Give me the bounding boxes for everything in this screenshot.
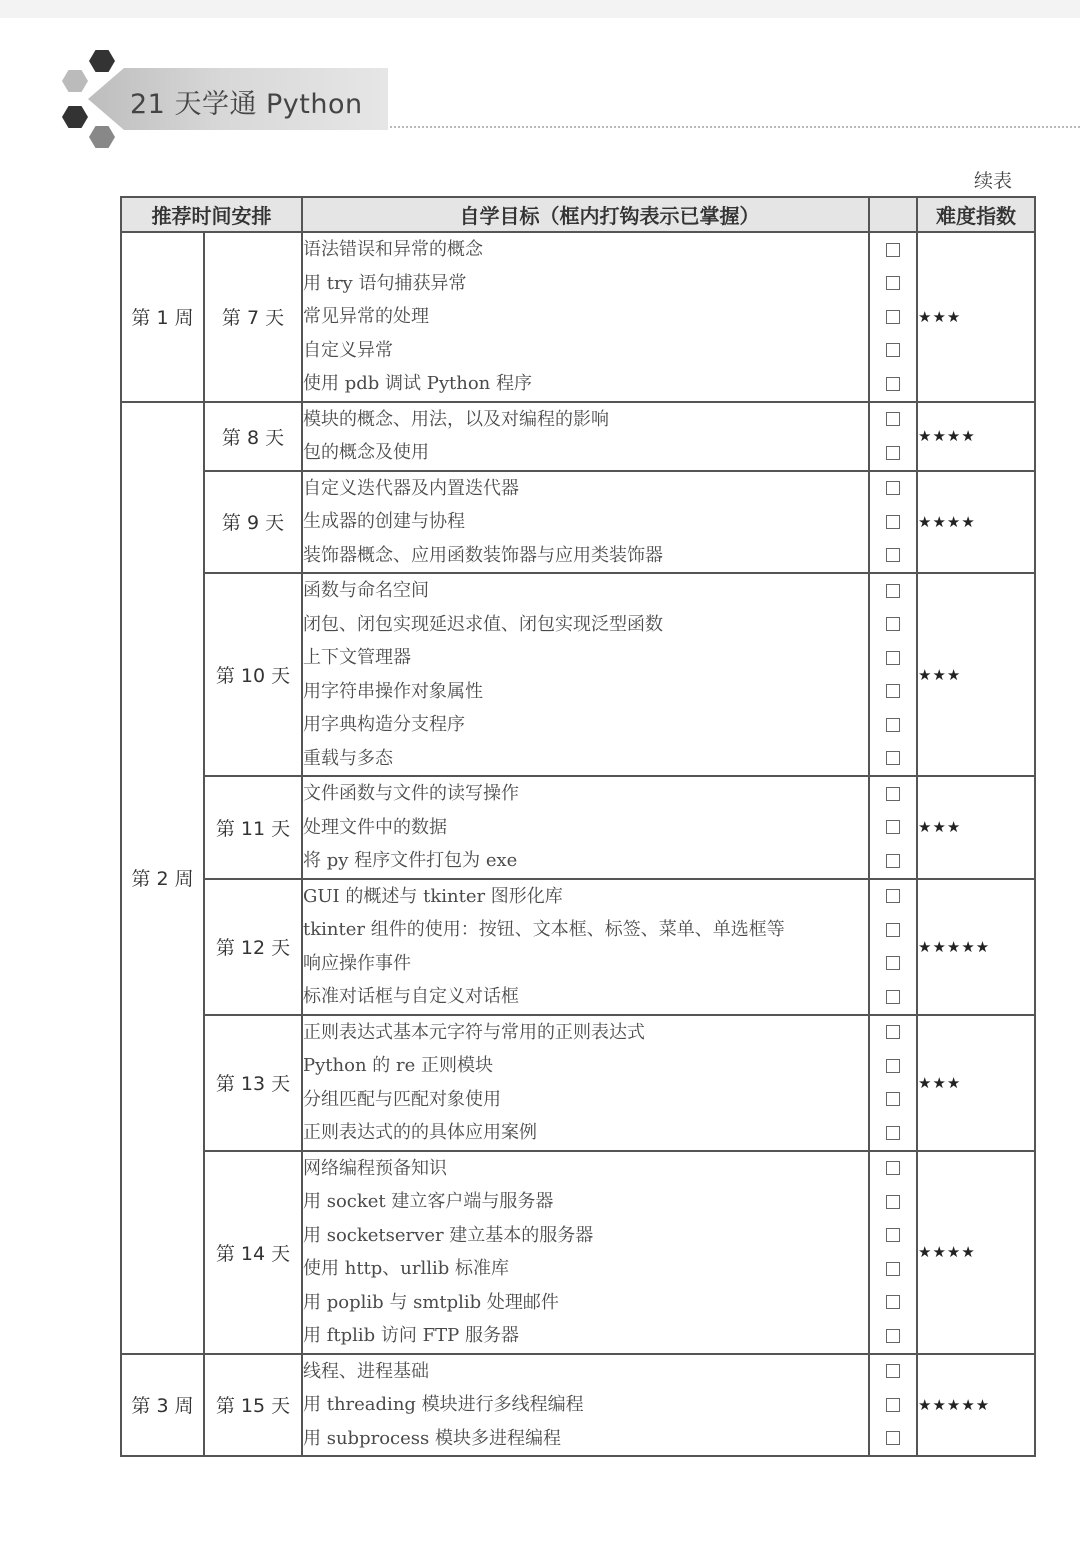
checkbox-wrapper (870, 777, 916, 811)
checkbox-wrapper (870, 1252, 916, 1286)
mastery-checkbox[interactable] (886, 515, 900, 529)
checkbox-wrapper (870, 1422, 916, 1456)
goal-items-cell (302, 879, 869, 1015)
goal-item: 语法错误和异常的概念 (303, 239, 483, 260)
mastery-checkbox[interactable] (886, 787, 900, 801)
checkbox-wrapper (870, 403, 916, 437)
checkbox-wrapper (870, 1116, 916, 1150)
book-title: 21 天学通 Python (130, 89, 363, 120)
checkbox-wrapper (870, 334, 916, 368)
goal-item: 自定义迭代器及内置迭代器 (303, 477, 519, 499)
mastery-checkbox[interactable] (886, 481, 900, 495)
difficulty-stars: ★★★★ (917, 1151, 1035, 1354)
mastery-checkbox[interactable] (886, 1295, 900, 1309)
day-cell: 第 8 天 (204, 402, 302, 471)
goal-item: 使用 http、urllib 标准库 (303, 1258, 510, 1279)
mastery-checkbox[interactable] (886, 310, 900, 324)
difficulty-stars: ★★★ (917, 776, 1035, 879)
difficulty-stars: ★★★★★ (917, 879, 1035, 1015)
checkbox-wrapper (870, 1185, 916, 1219)
goal-item: 用字符串操作对象属性 (303, 680, 483, 702)
goal-item: 闭包、闭包实现延迟求值、闭包实现泛型函数 (303, 613, 663, 635)
top-strip (0, 0, 1080, 18)
day-cell: 第 7 天 (204, 232, 302, 402)
goal-item: 用字典构造分支程序 (303, 714, 465, 735)
goal-items-cell (302, 573, 869, 776)
goal-item: 响应操作事件 (303, 952, 411, 974)
day-cell: 第 9 天 (204, 471, 302, 574)
mastery-checkbox[interactable] (886, 343, 900, 357)
mastery-checkbox[interactable] (886, 889, 900, 903)
checkbox-wrapper (870, 675, 916, 709)
mastery-checkbox[interactable] (886, 990, 900, 1004)
hexagon-decoration (89, 50, 115, 72)
table-row (121, 573, 1035, 776)
goal-item: 用 socketserver 建立基本的服务器 (303, 1224, 594, 1246)
checkbox-wrapper (870, 1016, 916, 1050)
goal-item: 正则表达式基本元字符与常用的正则表达式 (303, 1021, 645, 1043)
day-cell: 第 15 天 (204, 1354, 302, 1457)
mastery-checkbox[interactable] (886, 956, 900, 970)
mastery-checkbox[interactable] (886, 1228, 900, 1242)
goal-item: 用 threading 模块进行多线程编程 (303, 1394, 584, 1415)
mastery-checkbox[interactable] (886, 1431, 900, 1445)
mastery-checkbox[interactable] (886, 412, 900, 426)
checkbox-wrapper (870, 913, 916, 947)
goal-item: 模块的概念、用法，以及对编程的影响 (303, 408, 609, 430)
day-cell: 第 11 天 (204, 776, 302, 879)
goal-item: 分组匹配与匹配对象使用 (303, 1088, 501, 1110)
goal-items-cell (302, 776, 869, 879)
checkbox-cell (869, 879, 917, 1015)
goal-items-cell (302, 402, 869, 471)
mastery-checkbox[interactable] (886, 548, 900, 562)
hexagon-decoration (62, 70, 88, 92)
goal-item: 线程、进程基础 (303, 1360, 429, 1382)
checkbox-wrapper (870, 367, 916, 401)
continued-label: 续表 (973, 170, 1012, 192)
goal-item: 正则表达式的的具体应用案例 (303, 1122, 537, 1143)
checkbox-wrapper (870, 947, 916, 981)
goal-item: 装饰器概念、应用函数装饰器与应用类装饰器 (303, 544, 663, 566)
mastery-checkbox[interactable] (886, 1195, 900, 1209)
mastery-checkbox[interactable] (886, 1126, 900, 1140)
checkbox-wrapper (870, 267, 916, 301)
difficulty-header: 难度指数 (917, 197, 1035, 232)
checkbox-wrapper (870, 1319, 916, 1353)
day-cell: 第 13 天 (204, 1015, 302, 1151)
checkbox-wrapper (870, 811, 916, 845)
checkbox-wrapper (870, 608, 916, 642)
mastery-checkbox[interactable] (886, 1364, 900, 1378)
mastery-checkbox[interactable] (886, 1025, 900, 1039)
mastery-checkbox[interactable] (886, 584, 900, 598)
mastery-checkbox[interactable] (886, 651, 900, 665)
goal-item: 网络编程预备知识 (303, 1157, 447, 1179)
checkbox-wrapper (870, 1049, 916, 1083)
table-header-row (121, 197, 1035, 232)
checkbox-wrapper (870, 708, 916, 742)
table-row (121, 1015, 1035, 1151)
goal-item: 常见异常的处理 (303, 306, 429, 327)
mastery-checkbox[interactable] (886, 923, 900, 937)
goal-item: GUI 的概述与 tkinter 图形化库 (303, 885, 563, 907)
difficulty-stars: ★★★ (917, 573, 1035, 776)
checkbox-wrapper (870, 1355, 916, 1389)
goal-items-cell (302, 1015, 869, 1151)
checkbox-cell (869, 1151, 917, 1354)
goal-item: 用 try 语句捕获异常 (303, 272, 467, 294)
mastery-checkbox[interactable] (886, 684, 900, 698)
header-dotted-rule (390, 126, 1080, 128)
mastery-checkbox[interactable] (886, 1161, 900, 1175)
mastery-checkbox[interactable] (886, 751, 900, 765)
checkbox-cell (869, 1354, 917, 1457)
checkbox-cell (869, 471, 917, 574)
difficulty-stars: ★★★ (917, 1015, 1035, 1151)
checkbox-wrapper (870, 980, 916, 1014)
week-cell: 第 3 周 (121, 1354, 204, 1457)
goal-item: 用 ftplib 访问 FTP 服务器 (303, 1325, 519, 1346)
hexagon-decoration (89, 126, 115, 148)
goal-item: 将 py 程序文件打包为 exe (303, 850, 518, 871)
mastery-checkbox[interactable] (886, 243, 900, 257)
goal-item: 生成器的创建与协程 (303, 511, 465, 532)
difficulty-stars: ★★★★★ (917, 1354, 1035, 1457)
goal-header: 自学目标（框内打钩表示已掌握） (302, 197, 869, 232)
difficulty-stars: ★★★★ (917, 402, 1035, 471)
mastery-checkbox[interactable] (886, 1092, 900, 1106)
goal-item: 上下文管理器 (303, 647, 411, 668)
checkbox-cell (869, 573, 917, 776)
week-cell: 第 2 周 (121, 402, 204, 1354)
checkbox-wrapper (870, 574, 916, 608)
mastery-checkbox[interactable] (886, 718, 900, 732)
mastery-checkbox[interactable] (886, 820, 900, 834)
checkbox-wrapper (870, 1286, 916, 1320)
table-row (121, 471, 1035, 574)
checkbox-cell (869, 232, 917, 402)
goal-items-cell (302, 1151, 869, 1354)
schedule-header: 推荐时间安排 (121, 197, 302, 232)
goal-item: Python 的 re 正则模块 (303, 1055, 493, 1076)
goal-items-cell (302, 471, 869, 574)
goal-item: tkinter 组件的使用：按钮、文本框、标签、菜单、单选框等 (303, 919, 785, 940)
checkbox-wrapper (870, 539, 916, 573)
day-cell: 第 10 天 (204, 573, 302, 776)
table-row (121, 402, 1035, 471)
goal-item: 重载与多态 (303, 747, 393, 769)
checkbox-wrapper (870, 1219, 916, 1253)
day-cell: 第 12 天 (204, 879, 302, 1015)
checkbox-wrapper (870, 742, 916, 776)
checkbox-wrapper (870, 1083, 916, 1117)
checkbox-cell (869, 776, 917, 879)
checkbox-wrapper (870, 436, 916, 470)
goal-item: 文件函数与文件的读写操作 (303, 783, 519, 804)
day-cell: 第 14 天 (204, 1151, 302, 1354)
goal-item: 自定义异常 (303, 339, 393, 361)
mastery-checkbox[interactable] (886, 446, 900, 460)
mastery-checkbox[interactable] (886, 1059, 900, 1073)
goal-item: 标准对话框与自定义对话框 (303, 986, 519, 1007)
goal-item: 用 poplib 与 smtplib 处理邮件 (303, 1291, 559, 1313)
table-row (121, 879, 1035, 1015)
checkbox-wrapper (870, 505, 916, 539)
checkbox-wrapper (870, 472, 916, 506)
goal-header-spacer (869, 197, 917, 232)
mastery-checkbox[interactable] (886, 1262, 900, 1276)
checkbox-wrapper (870, 880, 916, 914)
checkbox-wrapper (870, 1152, 916, 1186)
checkbox-cell (869, 402, 917, 471)
checkbox-wrapper (870, 1388, 916, 1422)
mastery-checkbox[interactable] (886, 617, 900, 631)
week-cell: 第 1 周 (121, 232, 204, 402)
difficulty-stars: ★★★★ (917, 471, 1035, 574)
goal-item: 包的概念及使用 (303, 442, 429, 463)
goal-item: 函数与命名空间 (303, 580, 429, 601)
goal-item: 使用 pdb 调试 Python 程序 (303, 373, 532, 394)
mastery-checkbox[interactable] (886, 276, 900, 290)
checkbox-wrapper (870, 844, 916, 878)
checkbox-wrapper (870, 233, 916, 267)
table-row (121, 776, 1035, 879)
table-row (121, 232, 1035, 402)
checkbox-wrapper (870, 300, 916, 334)
goal-items-cell (302, 1354, 869, 1457)
checkbox-wrapper (870, 641, 916, 675)
mastery-checkbox[interactable] (886, 377, 900, 391)
goal-items-cell (302, 232, 869, 402)
mastery-checkbox[interactable] (886, 854, 900, 868)
mastery-checkbox[interactable] (886, 1329, 900, 1343)
difficulty-stars: ★★★ (917, 232, 1035, 402)
checkbox-cell (869, 1015, 917, 1151)
goal-item: 用 subprocess 模块多进程编程 (303, 1427, 561, 1449)
table-row (121, 1354, 1035, 1457)
study-plan-table (120, 196, 1036, 1457)
table-row (121, 1151, 1035, 1354)
goal-item: 处理文件中的数据 (303, 816, 447, 838)
hexagon-decoration (62, 106, 88, 128)
goal-item: 用 socket 建立客户端与服务器 (303, 1191, 554, 1212)
mastery-checkbox[interactable] (886, 1398, 900, 1412)
